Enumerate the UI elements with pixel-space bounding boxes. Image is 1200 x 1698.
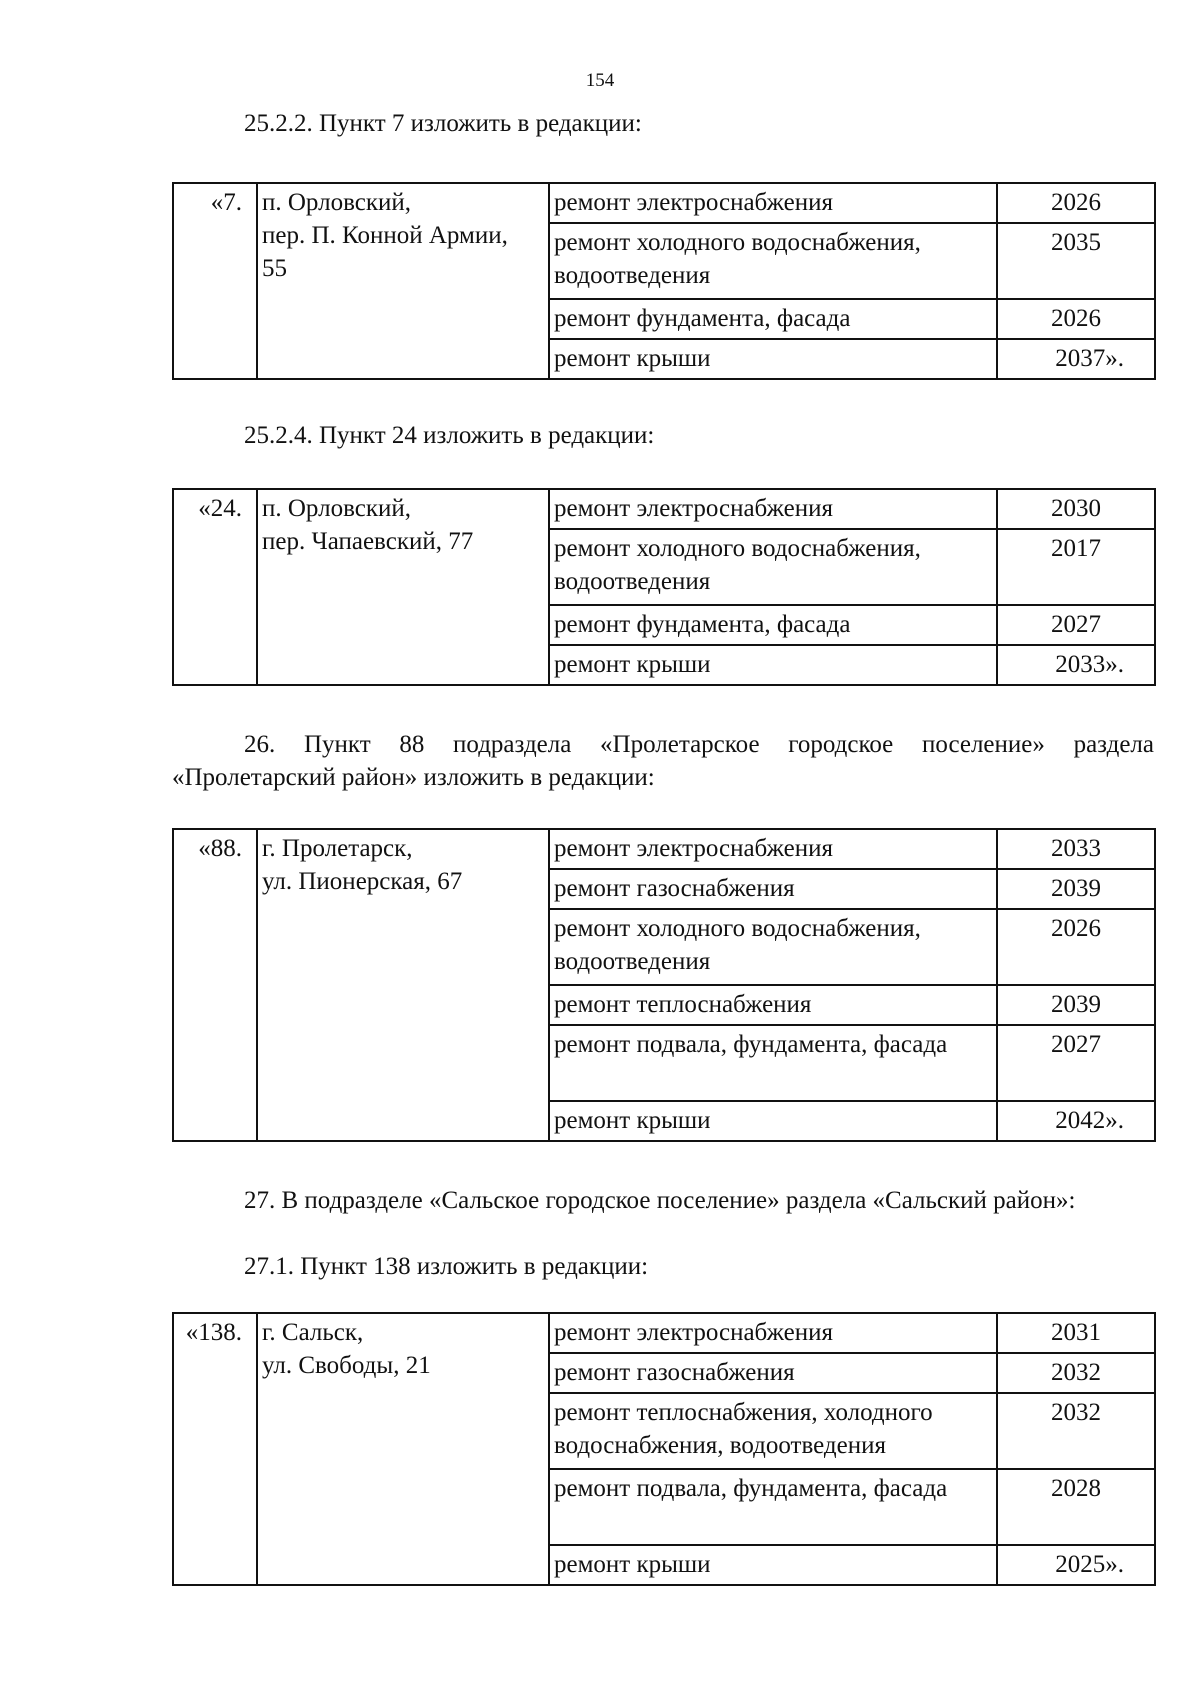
address-line: ул. Свободы, 21 [262, 1352, 431, 1379]
work-year: 2027 [997, 605, 1155, 645]
table-item-7 [172, 182, 1156, 380]
work-year: 2026 [997, 183, 1155, 223]
work-year: 2039 [997, 869, 1155, 909]
item-address [257, 1313, 549, 1585]
work-type: ремонт фундамента, фасада [549, 299, 997, 339]
work-year: 2039 [997, 985, 1155, 1025]
address-line: г. Сальск, [262, 1319, 364, 1346]
work-type: ремонт теплоснабжения, холодного водоснабжения, водоотведения [549, 1393, 997, 1469]
work-type: ремонт подвала, фундамента, фасада [549, 1469, 997, 1545]
work-year: 2033». [997, 645, 1155, 685]
table-item-24 [172, 488, 1156, 686]
address-line: ул. Пионерская, 67 [262, 868, 463, 895]
work-year: 2033 [997, 829, 1155, 869]
work-year: 2042». [997, 1101, 1155, 1141]
work-year: 2035 [997, 223, 1155, 299]
work-type: ремонт холодного водоснабжения, водоотведения [549, 223, 997, 299]
work-year: 2031 [997, 1313, 1155, 1353]
work-type: ремонт газоснабжения [549, 869, 997, 909]
work-type: ремонт теплоснабжения [549, 985, 997, 1025]
work-type: ремонт крыши [549, 1101, 997, 1141]
work-year: 2032 [997, 1353, 1155, 1393]
work-year: 2030 [997, 489, 1155, 529]
item-address [257, 829, 549, 1141]
item-number: «138. [173, 1313, 257, 1585]
work-type: ремонт фундамента, фасада [549, 605, 997, 645]
work-type: ремонт крыши [549, 339, 997, 379]
section-subheading-27-1: 27.1. Пункт 138 изложить в редакции: [244, 1253, 649, 1280]
item-address [257, 183, 549, 379]
work-type: ремонт электроснабжения [549, 829, 997, 869]
table-item-88 [172, 828, 1156, 1142]
item-number: «24. [173, 489, 257, 685]
work-year: 2037». [997, 339, 1155, 379]
work-year: 2027 [997, 1025, 1155, 1101]
work-type: ремонт холодного водоснабжения, водоотведения [549, 529, 997, 605]
work-type: ремонт холодного водоснабжения, водоотведения [549, 909, 997, 985]
address-line: пер. Чапаевский, 77 [262, 528, 474, 555]
address-line: п. Орловский, [262, 189, 411, 216]
item-number: «7. [173, 183, 257, 379]
address-line: 55 [262, 255, 287, 282]
work-year: 2026 [997, 909, 1155, 985]
address-line: п. Орловский, [262, 495, 411, 522]
address-line: пер. П. Конной Армии, [262, 222, 508, 249]
work-type: ремонт электроснабжения [549, 183, 997, 223]
section-heading-26: 26. Пункт 88 подраздела «Пролетарское городское поселение» раздела «Пролетарский район» изложить в редакции: [172, 731, 1154, 791]
work-year: 2028 [997, 1469, 1155, 1545]
work-type: ремонт электроснабжения [549, 1313, 997, 1353]
item-address [257, 489, 549, 685]
section-heading-27: 27. В подразделе «Сальское городское поселение» раздела «Сальский район»: [244, 1187, 1076, 1214]
item-number: «88. [173, 829, 257, 1141]
work-type: ремонт крыши [549, 645, 997, 685]
work-year: 2025». [997, 1545, 1155, 1585]
page-number: 154 [585, 70, 615, 91]
work-type: ремонт крыши [549, 1545, 997, 1585]
work-year: 2017 [997, 529, 1155, 605]
work-year: 2032 [997, 1393, 1155, 1469]
section-heading-25-2-2: 25.2.2. Пункт 7 изложить в редакции: [244, 110, 642, 137]
work-type: ремонт подвала, фундамента, фасада [549, 1025, 997, 1101]
table-item-138 [172, 1312, 1156, 1586]
work-type: ремонт газоснабжения [549, 1353, 997, 1393]
work-year: 2026 [997, 299, 1155, 339]
address-line: г. Пролетарск, [262, 835, 413, 862]
work-type: ремонт электроснабжения [549, 489, 997, 529]
section-heading-25-2-4: 25.2.4. Пункт 24 изложить в редакции: [244, 422, 655, 449]
